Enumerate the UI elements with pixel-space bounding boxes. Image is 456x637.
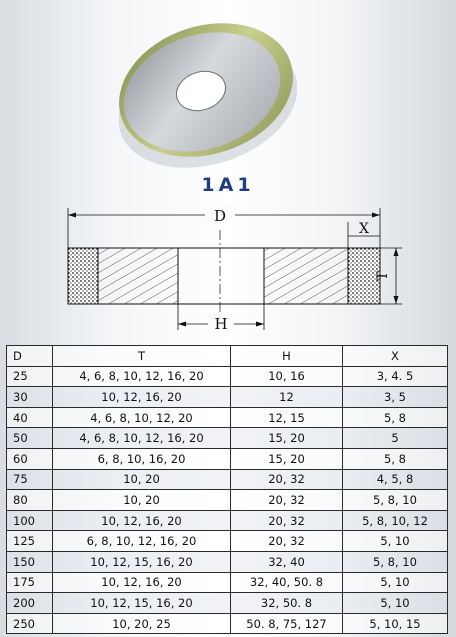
cell-d: 150: [7, 551, 53, 572]
cell-x: 5, 8, 10: [343, 551, 448, 572]
cell-d: 250: [7, 613, 53, 634]
cell-d: 25: [7, 366, 53, 387]
dimension-t-label: T: [375, 271, 391, 281]
table-row: [7, 366, 448, 387]
cell-t: 10, 12, 15, 16, 20: [53, 593, 231, 614]
cell-t: 10, 12, 16, 20: [53, 572, 231, 593]
table-row: [7, 593, 448, 614]
cell-h: 32, 40, 50. 8: [231, 572, 343, 593]
cell-t: 4, 6, 8, 10, 12, 20: [53, 407, 231, 428]
cell-d: 175: [7, 572, 53, 593]
cross-section-drawing: [0, 200, 456, 340]
table-row: [7, 510, 448, 531]
table-row: [7, 531, 448, 552]
cell-x: 3, 4. 5: [343, 366, 448, 387]
cell-h: 20, 32: [231, 510, 343, 531]
cell-h: 50. 8, 75, 127: [231, 613, 343, 634]
table-row: [7, 469, 448, 490]
cell-t: 6, 8, 10, 12, 16, 20: [53, 531, 231, 552]
table-header-row: [7, 346, 448, 367]
cell-h: 15, 20: [231, 428, 343, 449]
table-row: [7, 613, 448, 634]
cell-h: 12: [231, 387, 343, 408]
left-abrasive-layer: [68, 248, 98, 304]
cell-h: 20, 32: [231, 490, 343, 511]
cell-d: 60: [7, 448, 53, 469]
cell-d: 80: [7, 490, 53, 511]
cell-d: 100: [7, 510, 53, 531]
column-header-d: D: [7, 346, 53, 367]
column-header-t: T: [53, 346, 231, 367]
left-body-section: [98, 248, 178, 304]
cell-t: 10, 20: [53, 469, 231, 490]
cell-t: 10, 12, 16, 20: [53, 387, 231, 408]
cell-h: 15, 20: [231, 448, 343, 469]
cell-x: 5, 10: [343, 531, 448, 552]
cell-d: 40: [7, 407, 53, 428]
table-row: [7, 572, 448, 593]
table-row: [7, 551, 448, 572]
table-row: [7, 428, 448, 449]
cell-d: 50: [7, 428, 53, 449]
table-row: [7, 490, 448, 511]
cell-h: 32, 40: [231, 551, 343, 572]
cell-x: 5, 8: [343, 448, 448, 469]
table-row: [7, 448, 448, 469]
model-title: 1A1: [201, 174, 255, 196]
dimension-h-label: H: [214, 315, 228, 333]
cell-x: 5: [343, 428, 448, 449]
dimension-x-label: X: [359, 221, 369, 237]
cell-t: 10, 12, 16, 20: [53, 510, 231, 531]
cell-d: 200: [7, 593, 53, 614]
specification-table: [6, 345, 448, 634]
table-row: [7, 387, 448, 408]
cell-t: 10, 20: [53, 490, 231, 511]
cell-d: 125: [7, 531, 53, 552]
column-header-x: X: [343, 346, 448, 367]
cell-t: 6, 8, 10, 16, 20: [53, 448, 231, 469]
cell-h: 12, 15: [231, 407, 343, 428]
table-row: [7, 407, 448, 428]
cell-x: 5, 8: [343, 407, 448, 428]
column-header-h: H: [231, 346, 343, 367]
cell-x: 5, 10: [343, 593, 448, 614]
dimension-d-label: D: [213, 207, 227, 225]
cell-h: 20, 32: [231, 531, 343, 552]
cell-t: 4, 6, 8, 10, 12, 16, 20: [53, 428, 231, 449]
cell-x: 4, 5, 8: [343, 469, 448, 490]
cell-h: 32, 50. 8: [231, 593, 343, 614]
table-body: [7, 366, 448, 634]
cell-x: 5, 8, 10: [343, 490, 448, 511]
cell-d: 30: [7, 387, 53, 408]
cell-t: 10, 20, 25: [53, 613, 231, 634]
cell-h: 10, 16: [231, 366, 343, 387]
cell-x: 5, 8, 10, 12: [343, 510, 448, 531]
cell-x: 5, 10: [343, 572, 448, 593]
cell-t: 4, 6, 8, 10, 12, 16, 20: [53, 366, 231, 387]
right-body-section: [264, 248, 348, 304]
cell-d: 75: [7, 469, 53, 490]
cell-x: 5, 10, 15: [343, 613, 448, 634]
grinding-wheel-photo: [0, 0, 456, 175]
cell-x: 3, 5: [343, 387, 448, 408]
cell-h: 20, 32: [231, 469, 343, 490]
cell-t: 10, 12, 15, 16, 20: [53, 551, 231, 572]
